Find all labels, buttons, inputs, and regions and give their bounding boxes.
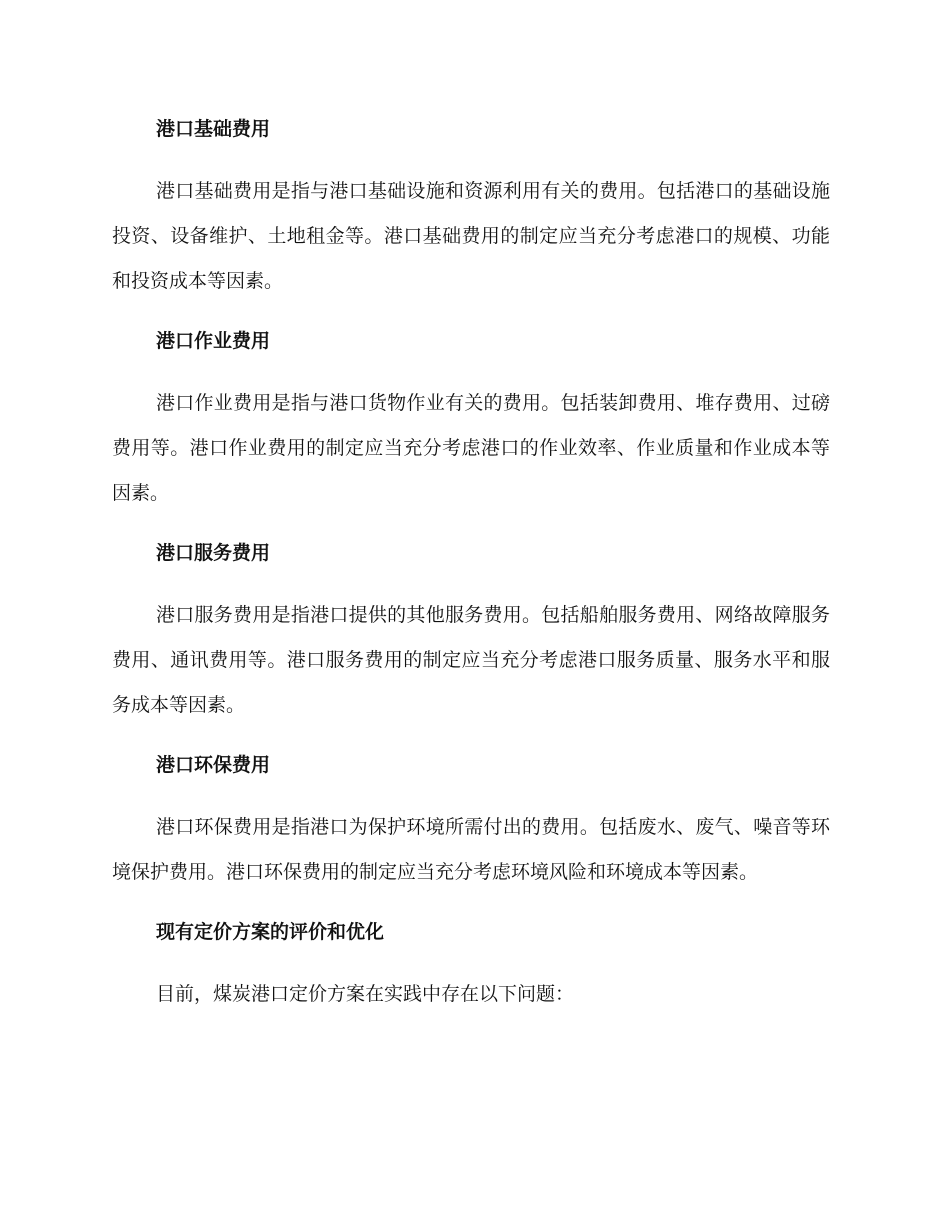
section-paragraph: 港口环保费用是指港口为保护环境所需付出的费用。包括废水、废气、噪音等环境保护费用。港口环保费用的制定应当充分考虑环境风险和环境成本等因素。 <box>112 816 830 883</box>
section-heading: 港口环保费用 <box>156 754 271 776</box>
section-paragraph: 港口基础费用是指与港口基础设施和资源利用有关的费用。包括港口的基础设施投资、设备维护、土地租金等。港口基础费用的制定应当充分考虑港口的规模、功能和投资成本等因素。 <box>112 180 830 292</box>
section-paragraph: 港口服务费用是指港口提供的其他服务费用。包括船舶服务费用、网络故障服务费用、通讯费用等。港口服务费用的制定应当充分考虑港口服务质量、服务水平和服务成本等因素。 <box>112 604 830 716</box>
section-pricing-evaluation <box>112 915 830 1017</box>
section-port-environmental-fees <box>112 748 830 895</box>
section-port-basic-fees <box>112 112 830 304</box>
section-paragraph: 港口作业费用是指与港口货物作业有关的费用。包括装卸费用、堆存费用、过磅费用等。港口作业费用的制定应当充分考虑港口的作业效率、作业质量和作业成本等因素。 <box>112 392 830 504</box>
section-port-operation-fees <box>112 324 830 516</box>
section-heading: 现有定价方案的评价和优化 <box>156 921 385 943</box>
section-heading: 港口基础费用 <box>156 118 271 140</box>
section-port-service-fees <box>112 536 830 728</box>
section-paragraph: 目前，煤炭港口定价方案在实践中存在以下问题： <box>156 983 575 1005</box>
document-body <box>112 112 830 1037</box>
section-heading: 港口服务费用 <box>156 542 271 564</box>
section-heading: 港口作业费用 <box>156 330 271 352</box>
